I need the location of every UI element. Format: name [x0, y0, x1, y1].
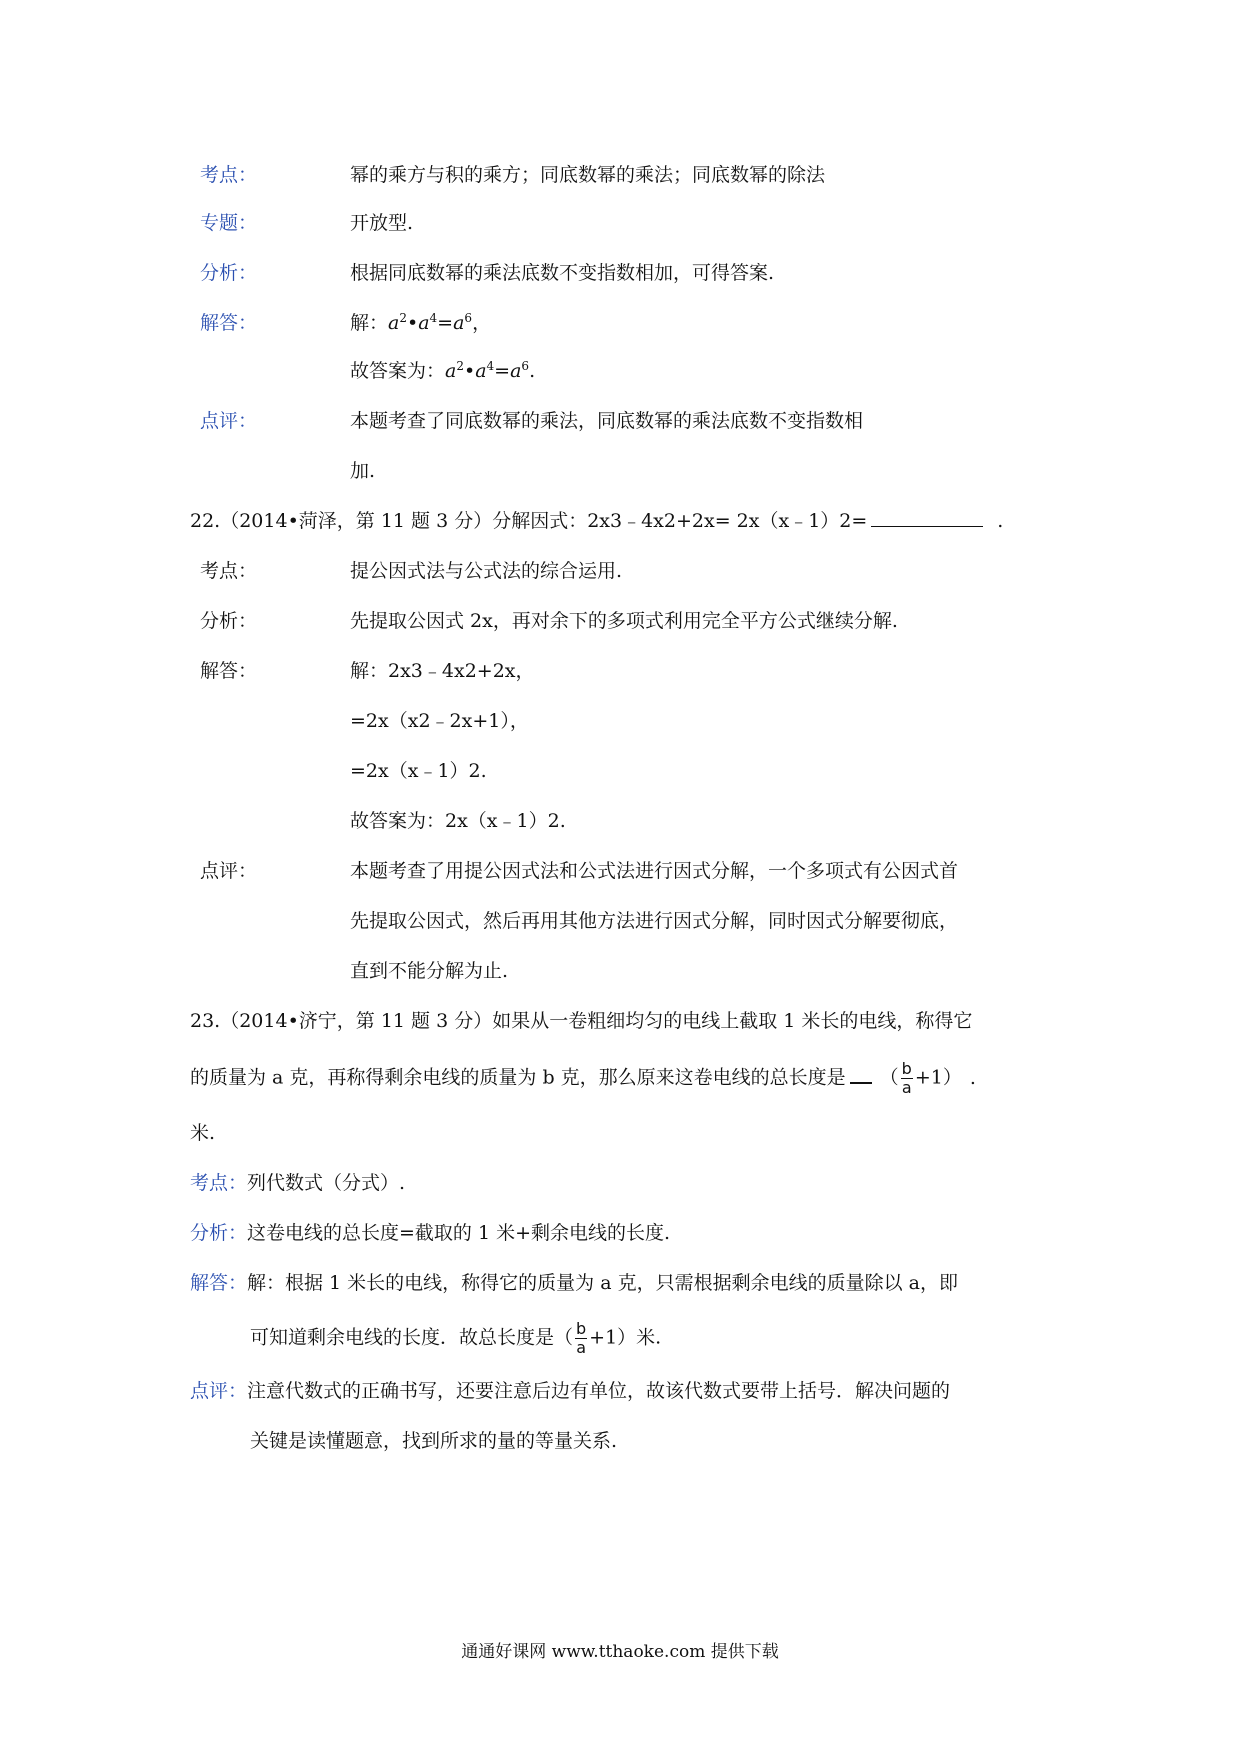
- fenxi-text: 先提取公因式 2x，再对余下的多项式利用完全平方公式继续分解.: [350, 610, 898, 632]
- jieda-label: 解答：: [200, 660, 258, 682]
- dianping-label: 点评：: [190, 1380, 248, 1402]
- kaodian-text: 列代数式（分式）.: [247, 1172, 406, 1194]
- q23-kaodian-row: [190, 1168, 405, 1198]
- fenxi-label: 分析：: [190, 1222, 248, 1244]
- kaodian-label: 考点：: [200, 560, 258, 582]
- fraction-b-over-a: $\frac{b}{a}$: [901, 1059, 912, 1097]
- q23-question-line-1: 23.（2014•济宁，第 11 题 3 分）如果从一卷粗细均匀的电线上截取 1 米长的电线，称得它: [190, 1010, 973, 1032]
- jieda-line-2: =2x（x2﹣2x+1），: [350, 710, 529, 732]
- jieda-line-1: 解：$a^2•a^4=a^6$，: [350, 311, 492, 334]
- jieda-line-2: 故答案为：$a^2•a^4=a^6$.: [350, 359, 536, 382]
- dianping-line-1: 注意代数式的正确书写，还要注意后边有单位，故该代数式要带上括号．解决问题的: [247, 1380, 951, 1402]
- q23-question-line-3: 米.: [190, 1122, 216, 1144]
- q23-jieda-row-2: 可知道剩余电线的长度．故总长度是（ $\frac{b}{a}$ +1）米.: [250, 1319, 662, 1357]
- kaodian-text: 幂的乘方与积的乘方；同底数幂的乘法；同底数幂的除法: [350, 164, 826, 186]
- q23-question-line-2: 的质量为 a 克，再称得剩余电线的质量为 b 克，那么原来这卷电线的总长度是 （ $\frac{b}{a}$ +1） .: [190, 1059, 976, 1097]
- fenxi-label: 分析：: [200, 262, 258, 284]
- dianping-line-2: 先提取公因式，然后再用其他方法进行因式分解，同时因式分解要彻底，: [350, 910, 959, 932]
- jieda-line-3: =2x（x﹣1）2.: [350, 760, 487, 782]
- kaodian-label: 考点：: [200, 164, 258, 186]
- fenxi-text: 这卷电线的总长度=截取的 1 米+剩余电线的长度.: [247, 1222, 671, 1244]
- dianping-label: 点评：: [200, 860, 258, 882]
- q23-jieda-row: [190, 1268, 958, 1298]
- kaodian-label: 考点：: [190, 1172, 248, 1194]
- q23-dianping-row-2: 关键是读懂题意，找到所求的量的等量关系.: [250, 1430, 618, 1452]
- dianping-line-3: 直到不能分解为止.: [350, 960, 509, 982]
- jieda-label: 解答：: [190, 1272, 248, 1294]
- fenxi-label: 分析：: [200, 610, 258, 632]
- dianping-line-2: 加.: [350, 460, 376, 482]
- page-footer: 通通好课网 www.tthaoke.com 提供下载: [461, 1642, 779, 1662]
- zhuanti-label: 专题：: [200, 212, 258, 234]
- fenxi-text: 根据同底数幂的乘法底数不变指数相加，可得答案.: [350, 262, 775, 284]
- fraction-b-over-a: $\frac{b}{a}$: [576, 1319, 587, 1357]
- q22-question: 22.（2014•菏泽，第 11 题 3 分）分解因式：2x3﹣4x2+2x= 2x（x﹣1）2= .: [190, 510, 1004, 532]
- jieda-line-1: 解：根据 1 米长的电线，称得它的质量为 a 克，只需根据剩余电线的质量除以 a，即: [247, 1272, 958, 1294]
- dianping-label: 点评：: [200, 410, 258, 432]
- q23-fenxi-row: [190, 1218, 670, 1248]
- dianping-line-1: 本题考查了用提公因式法和公式法进行因式分解，一个多项式有公因式首: [350, 860, 959, 882]
- jieda-label: 解答：: [200, 312, 258, 334]
- zhuanti-text: 开放型.: [350, 212, 414, 234]
- dianping-line-1: 本题考查了同底数幂的乘法，同底数幂的乘法底数不变指数相: [350, 410, 864, 432]
- answer-blank: [871, 508, 983, 527]
- answer-blank: [850, 1064, 872, 1084]
- kaodian-text: 提公因式法与公式法的综合运用.: [350, 560, 623, 582]
- jieda-line-1: 解：2x3﹣4x2+2x，: [350, 660, 535, 682]
- jieda-line-4: 故答案为：2x（x﹣1）2.: [350, 810, 566, 832]
- q23-dianping-row: [190, 1376, 950, 1406]
